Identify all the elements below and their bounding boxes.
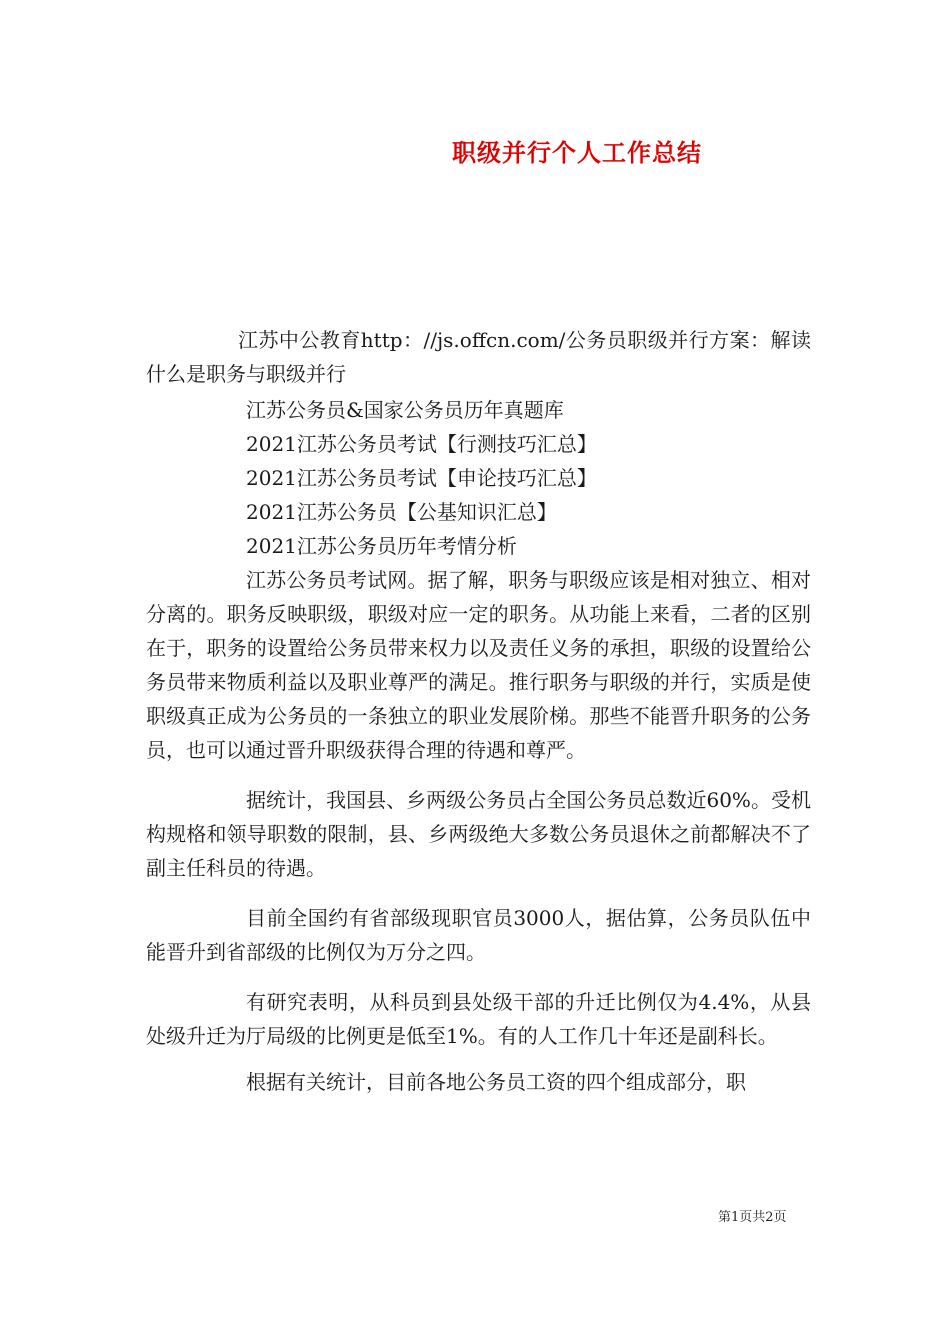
link-item[interactable]: 江苏公务员&国家公务员历年真题库 bbox=[246, 398, 564, 422]
link-item[interactable]: 2021江苏公务员【公基知识汇总】 bbox=[246, 500, 557, 524]
document-body bbox=[146, 323, 811, 1099]
body-paragraph: 有研究表明，从科员到县处级干部的升迁比例仅为4.4%，从县处级升迁为厅局级的比例更是低至1%。有的人工作几十年还是副科长。 bbox=[146, 990, 811, 1048]
document-title-text: 职级并行个人工作总结 bbox=[452, 139, 702, 167]
intro-line: 江苏中公教育http：//js.offcn.com/公务员职级并行方案：解读什么是职务与职级并行 bbox=[146, 328, 811, 386]
page-number: 第1页共2页 bbox=[718, 1210, 787, 1225]
document-title bbox=[0, 133, 950, 168]
body-paragraph: 目前全国约有省部级现职官员3000人，据估算，公务员队伍中能晋升到省部级的比例仅为万分之四。 bbox=[146, 906, 811, 964]
body-paragraph: 江苏公务员考试网。据了解，职务与职级应该是相对独立、相对分离的。职务反映职级，职级对应一定的职务。从功能上来看，二者的区别在于，职务的设置给公务员带来权力以及责任义务的承担，职级的设置给公务员带来物质利益以及职业尊严的满足。推行职务与职级的并行，实质是使职级真正成为公务员的一条独立的职业发展阶梯。那些不能晋升职务的公务员，也可以通过晋升职级获得合理的待遇和尊严。 bbox=[146, 568, 811, 762]
link-item[interactable]: 2021江苏公务员考试【申论技巧汇总】 bbox=[246, 466, 597, 490]
body-paragraph: 根据有关统计，目前各地公务员工资的四个组成部分，职 bbox=[246, 1070, 746, 1094]
body-paragraph: 据统计，我国县、乡两级公务员占全国公务员总数近60%。受机构规格和领导职数的限制，县、乡两级绝大多数公务员退休之前都解决不了副主任科员的待遇。 bbox=[146, 788, 811, 880]
link-item[interactable]: 2021江苏公务员考试【行测技巧汇总】 bbox=[246, 432, 597, 456]
link-item[interactable]: 2021江苏公务员历年考情分析 bbox=[246, 534, 517, 558]
